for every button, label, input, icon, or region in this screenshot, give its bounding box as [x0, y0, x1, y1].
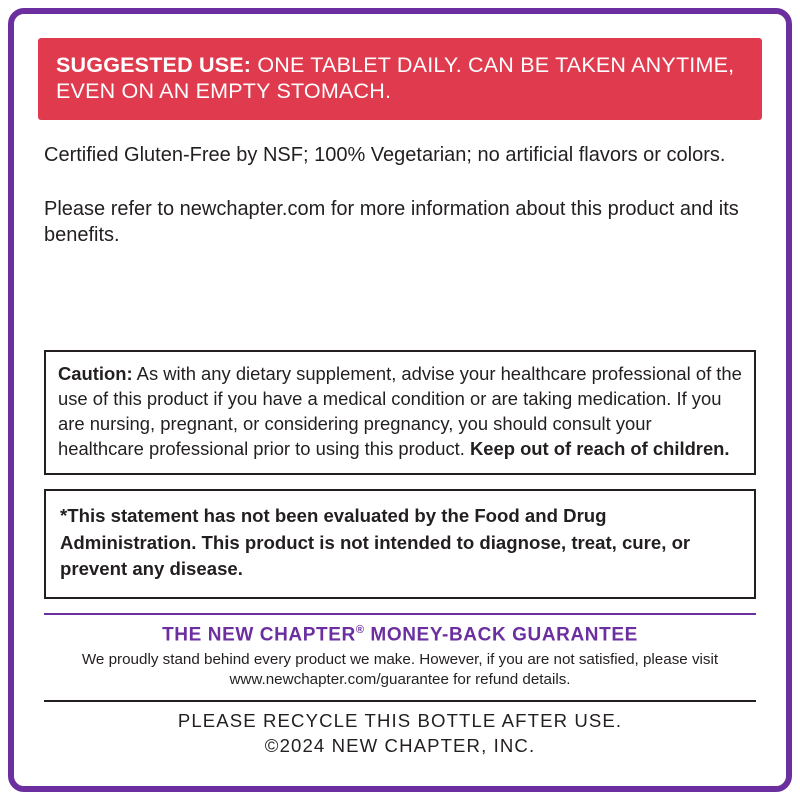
fda-disclaimer-text: *This statement has not been evaluated by the Food and Drug Administration. This product is not intended to diagnose, treat, cure, or prevent any disease.: [60, 505, 691, 580]
copyright-notice: ©2024 NEW CHAPTER, INC.: [264, 735, 536, 757]
caution-box: [44, 350, 756, 475]
more-info-paragraph: Please refer to newchapter.com for more information about this product and its benefits.: [44, 198, 739, 247]
blank-spacer: [36, 248, 764, 344]
suggested-use-banner: [38, 38, 762, 120]
guarantee-title-prefix: THE NEW CHAPTER: [162, 623, 356, 645]
label-content: [14, 14, 786, 786]
recycle-notice: PLEASE RECYCLE THIS BOTTLE AFTER USE.: [177, 710, 623, 732]
caution-label: Caution:: [58, 363, 133, 385]
supplement-label-panel: [8, 8, 792, 792]
caution-emphasis: Keep out of reach of children.: [469, 437, 730, 459]
fda-disclaimer-box: [44, 489, 756, 598]
guarantee-text: We proudly stand behind every product we make. However, if you are not satisfied, please visit www.newchapter.com/guarantee for refund details.: [81, 650, 719, 688]
certification-paragraph: Certified Gluten-Free by NSF; 100% Vegetarian; no artificial flavors or colors.: [44, 144, 726, 167]
suggested-use-text: ONE TABLET DAILY. CAN BE TAKEN ANYTIME, EVEN ON AN EMPTY STOMACH.: [56, 53, 735, 104]
guarantee-divider: [44, 613, 756, 615]
guarantee-title: [36, 624, 764, 646]
suggested-use-heading: SUGGESTED USE:: [56, 53, 252, 77]
registered-trademark-icon: ®: [355, 623, 365, 636]
caution-body: As with any dietary supplement, advise your healthcare professional of the use of this product if you have a medical condition or are taking medication. If you are nursing, pregnant, or considering pregnancy, you should consult your healthcare professional prior to using this product.: [58, 363, 742, 459]
guarantee-title-suffix: MONEY-BACK GUARANTEE: [364, 623, 638, 645]
footer-divider: [44, 700, 756, 702]
